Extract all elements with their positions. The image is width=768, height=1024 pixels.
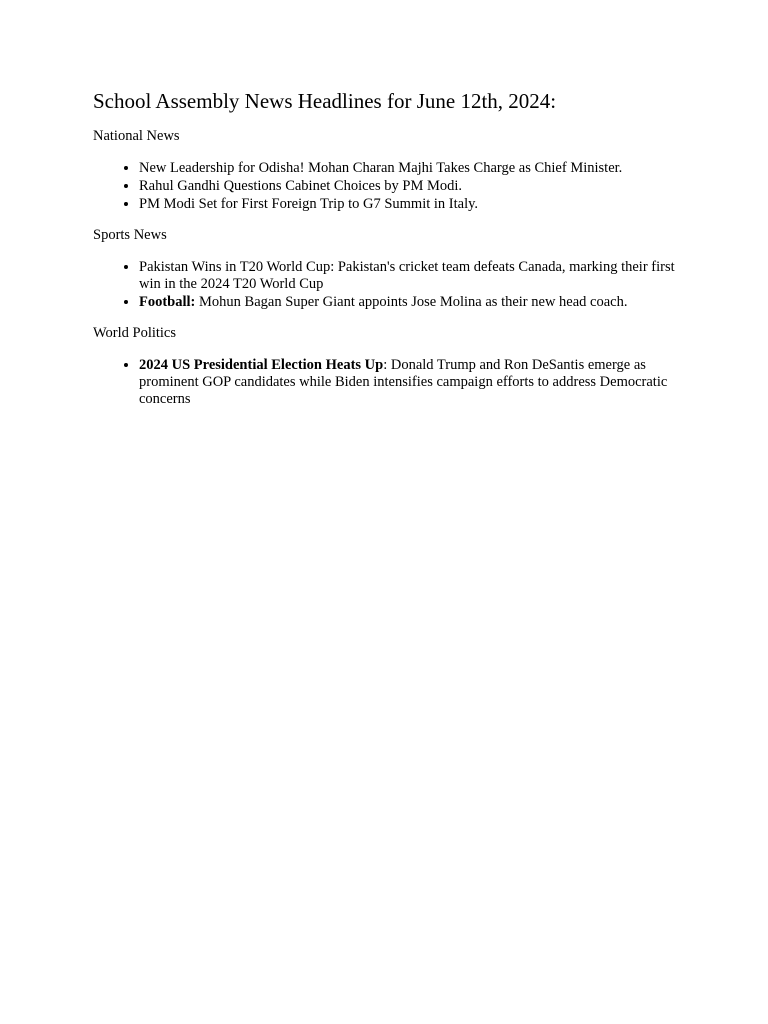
national-news-list — [93, 159, 683, 213]
list-item — [139, 293, 683, 311]
world-politics-list — [93, 356, 683, 408]
headline-text: Rahul Gandhi Questions Cabinet Choices by PM Modi. — [139, 178, 463, 194]
section-heading-sports-news: Sports News — [93, 227, 167, 243]
document-page — [93, 86, 683, 422]
sports-news-list — [93, 258, 683, 311]
headline-lead: Football: — [139, 294, 196, 310]
list-item — [139, 159, 683, 177]
section-heading-world-politics: World Politics — [93, 325, 177, 341]
list-item — [139, 258, 683, 293]
list-item — [139, 195, 683, 213]
list-item — [139, 177, 683, 195]
list-item — [139, 356, 683, 408]
headline-text: : Donald Trump and Ron DeSantis emerge as prominent GOP candidates while Biden intensifies campaign efforts to address Democratic concerns — [139, 357, 668, 407]
section-heading-national-news: National News — [93, 128, 180, 144]
headline-text: Pakistan Wins in T20 World Cup: Pakistan's cricket team defeats Canada, marking their first win in the 2024 T20 World Cup — [139, 259, 675, 292]
headline-text: Mohun Bagan Super Giant appoints Jose Molina as their new head coach. — [195, 294, 628, 310]
headline-text: PM Modi Set for First Foreign Trip to G7 Summit in Italy. — [139, 196, 479, 212]
page-title: School Assembly News Headlines for June 12th, 2024: — [93, 89, 557, 113]
headline-lead: 2024 US Presidential Election Heats Up — [139, 357, 384, 373]
headline-text: New Leadership for Odisha! Mohan Charan Majhi Takes Charge as Chief Minister. — [139, 160, 623, 176]
